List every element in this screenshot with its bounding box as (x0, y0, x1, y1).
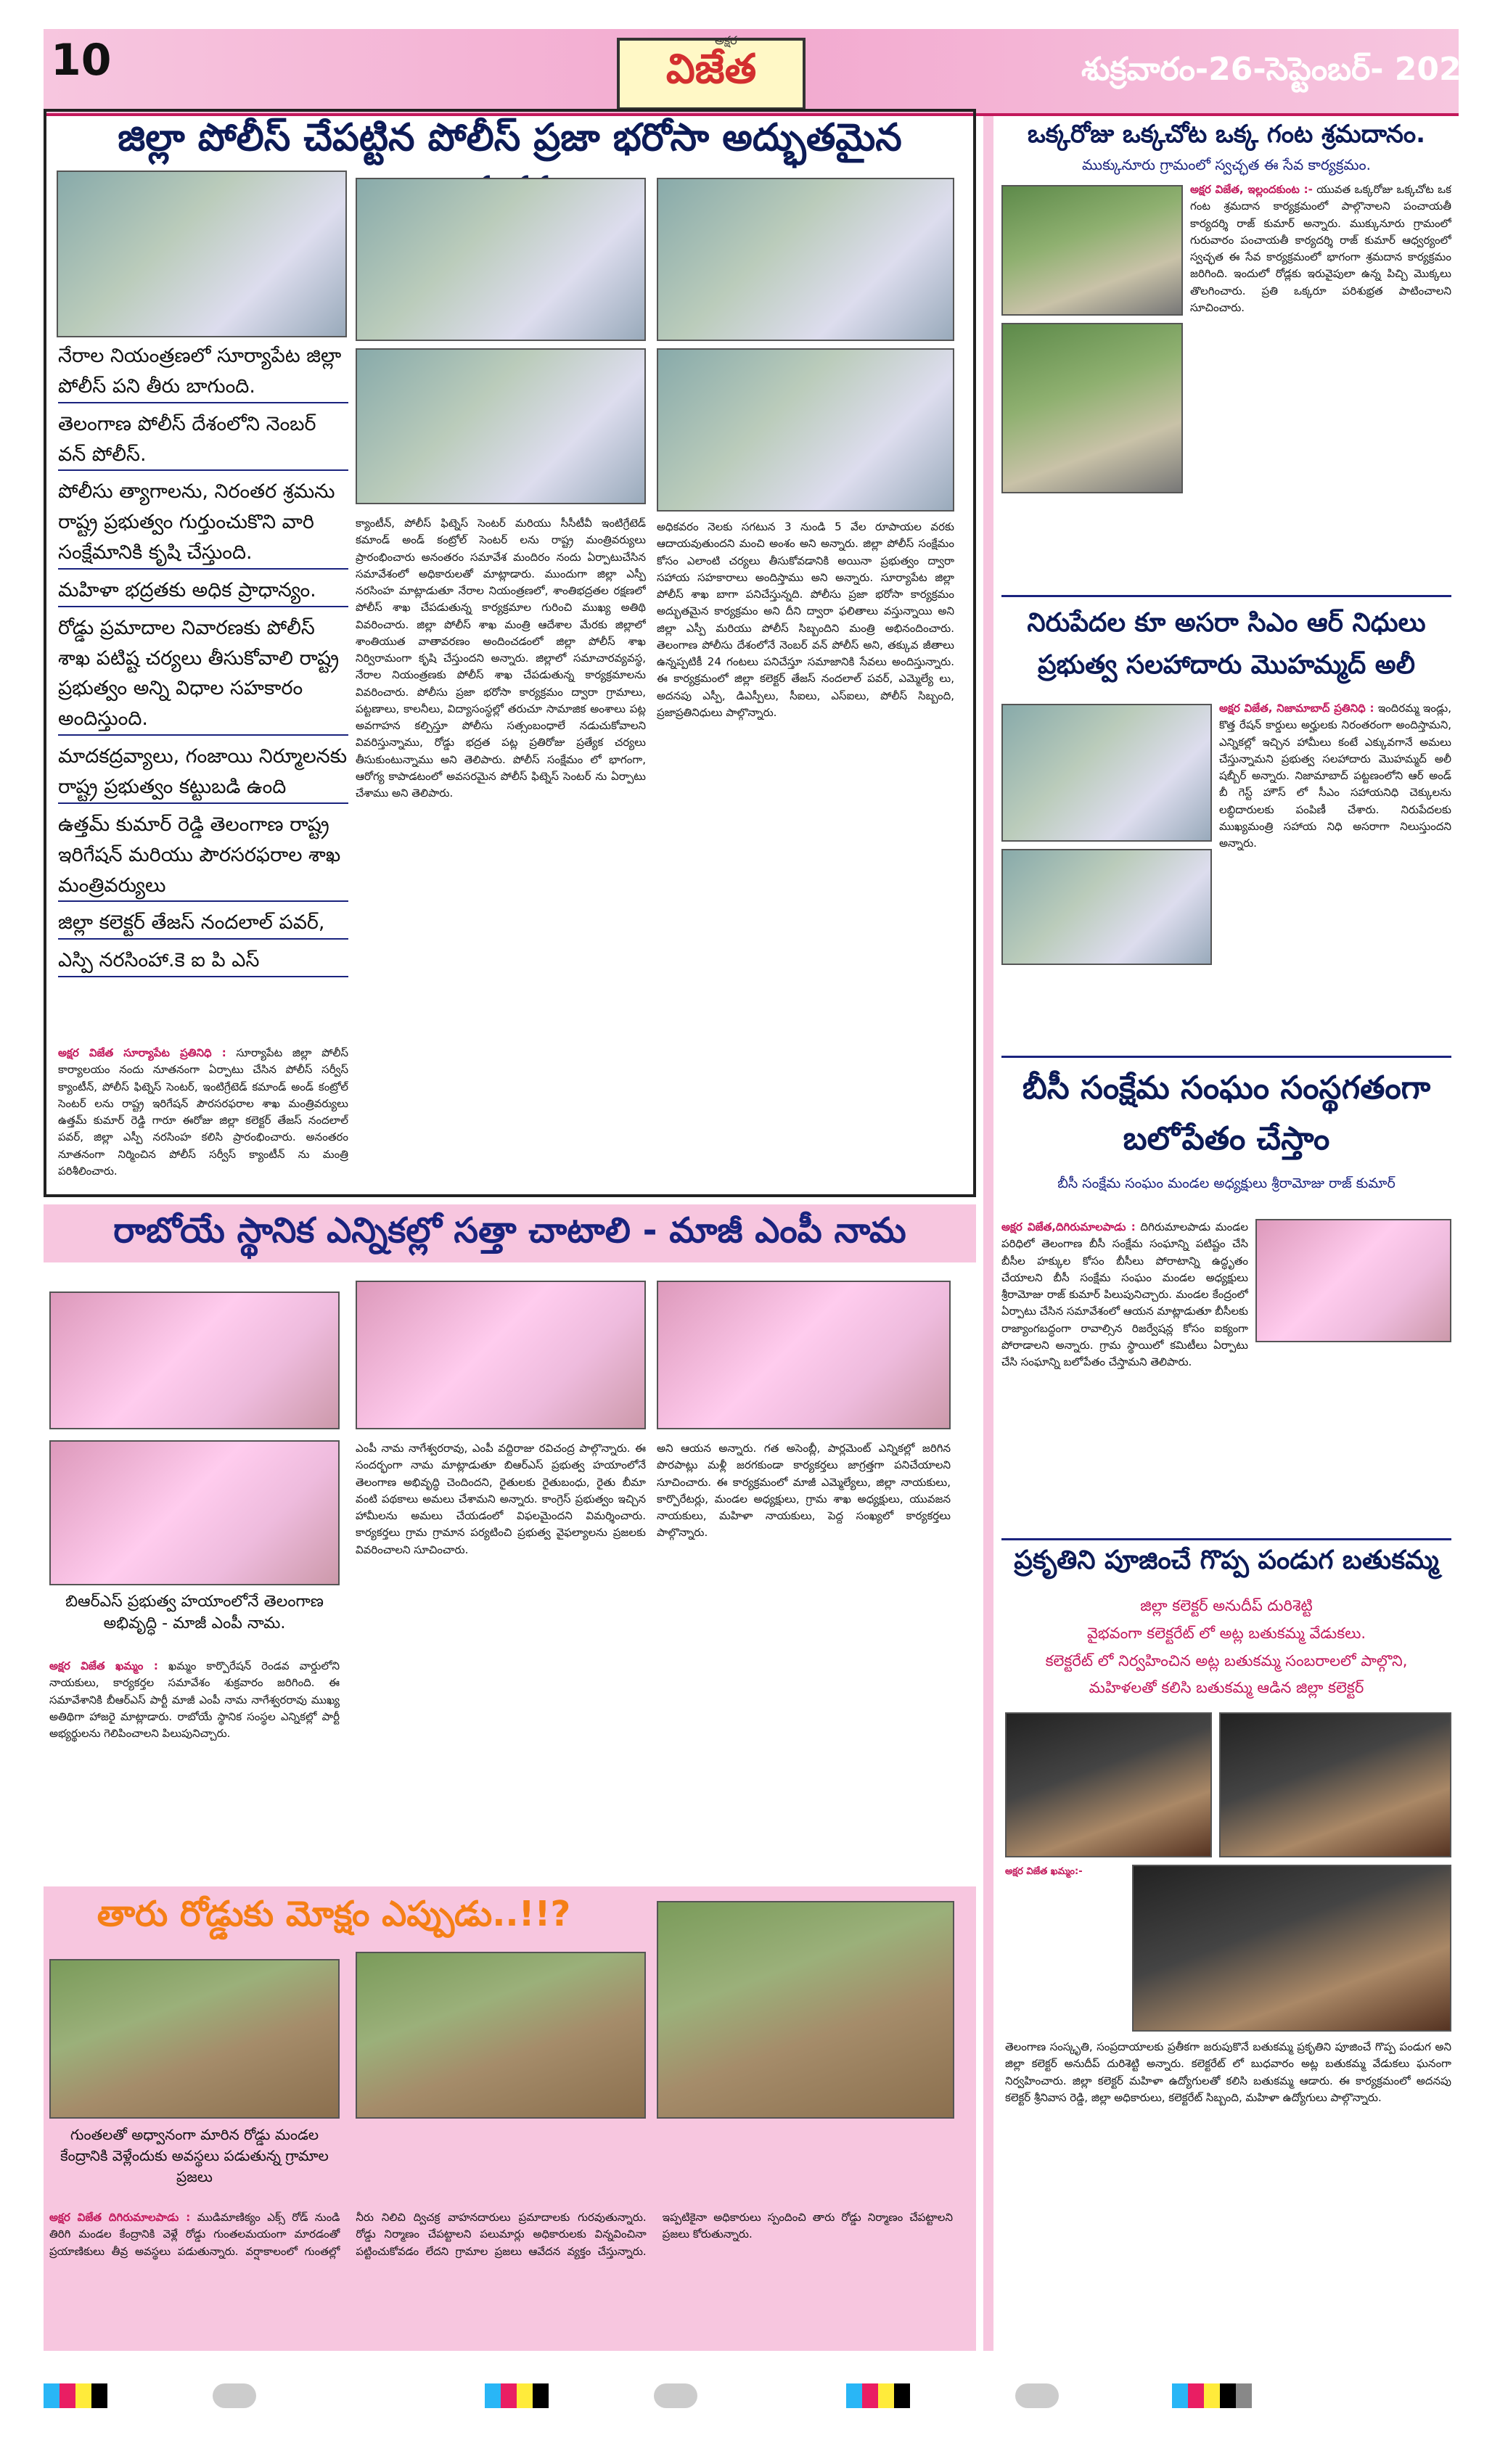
photo-bathukamma-3 (1132, 1865, 1451, 2032)
article-nama-caption: బిఆర్ఎస్ ప్రభుత్వ హయాంలోనే తెలంగాణ అభివృద్ధి - మాజీ ఎంపీ నామ. (65, 1593, 324, 1633)
right2-headline-wrap (998, 602, 1455, 697)
article-road-dateline: అక్షర విజేత దిగిరుమాలపాడు : (49, 2211, 191, 2224)
newspaper-logo (617, 38, 806, 110)
right1-dateline: అక్షర విజేత, ఇల్లందకుంట :- (1190, 183, 1313, 196)
point-item: ఉత్తమ్ కుమార్ రెడ్డి తెలంగాణ రాష్ట్ర ఇరిగేషన్ మరియు పౌరసరఫరాల శాఖ మంత్రివర్యులు (58, 810, 348, 903)
photo-meeting-hall (356, 348, 646, 504)
article-police-body-right: అధికవరం నెలకు సగటున 3 నుండి 5 వేల రూపాయల వరకు ఆదాయవుతుందని మంచి అంశం అని అన్నారు. జిల్లా పోలీస్ సంక్షేమం కోసం ఎలాంటి చర్యలు తీసుకోవడానికి అయినా ప్రభుత్వం ద్వారా సహాయ సహకారాలు అందిస్తాము అని అన్నారు. సూర్యాపేట జిల్లా పోలీస్ శాఖ బాగా పనిచేస్తున్నది. పోలీసు ప్రజా భరోసా కార్యక్రమం అద్భుతమైన కార్యక్రమం అని దీని ద్వారా ఫలితాలు వస్తున్నాయి అని జిల్లా ఎస్పీ మరియు పోలీస్ సిబ్బందిని మంత్రి అభినందించారు. తెలంగాణ పోలీసు దేశంలోనే నెంబర్ వన్ పోలీస్ అని, తక్కువ జీతాలు ఉన్నప్పటికీ 24 గంటలు పనిచేస్తూ సమాజానికి సేవలు అందిస్తున్నారు. ఈ కార్యక్రమంలో జిల్లా కలెక్టర్ తేజస్ నందలాల్ పవర్, ఎమ్మెల్యే లు, అదనపు ఎస్పీ, డిఎస్పీలు, సీఐలు, ఎస్ఐలు, పోలీస్ సిబ్బంది, ప్రజాప్రతినిధులు పాల్గొన్నారు. (657, 520, 954, 719)
issue-date: శుక్రవారం-26-సెప్టెంబర్- 2025 (1081, 51, 1484, 88)
article-police-body-left (58, 1045, 348, 1190)
photo-bathukamma-1 (1005, 1712, 1212, 1857)
logo-tag: అక్షర (715, 33, 737, 47)
article-nama-text-left: ఖమ్మం కార్పొరేషన్ రెండవ వార్డులోని నాయకులు, కార్యకర్తల సమావేశం శుక్రవారం జరిగింది. ఈ సమావేశానికి బీఆర్ఎస్ పార్టీ మాజీ ఎంపీ నామ నాగేశ్వరరావు ముఖ్య అతిథిగా హాజరై మాట్లాడారు. రాబోయే స్థానిక సంస్థల ఎన్నికల్లో పార్టీ అభ్యర్థులను గెలిపించాలని పిలుపునిచ్చారు. (49, 1659, 340, 1740)
right4-subs (998, 1593, 1455, 1709)
photo-canteen-2 (657, 178, 954, 341)
right-divider-1 (1001, 595, 1451, 597)
right4-sub-item: కలెక్టరేట్ లో నిర్వహించిన అట్ల బతుకమ్మ సంబరాలలో పాల్గొని, (1045, 1651, 1408, 1670)
photo-minister-visit (657, 348, 954, 512)
right4-dateline: అక్షర విజేత ఖమ్మం:- (1005, 1866, 1083, 1877)
right4-headline: ప్రకృతిని పూజించే గొప్ప పండుగ బతుకమ్మ (1014, 1545, 1439, 1575)
photo-cmrf-2 (1001, 849, 1212, 965)
article-nama-headline: రాబోయే స్థానిక ఎన్నికల్లో సత్తా చాటాలి - మాజీ ఎంపీ నామ (113, 1210, 906, 1251)
article-nama-body-right: అని ఆయన అన్నారు. గత అసెంబ్లీ, పార్లమెంట్ ఎన్నికల్లో జరిగిన పొరపాట్లు మళ్లీ జరగకుండా కార్యకర్తలు జాగ్రత్తగా పనిచేయాలని సూచించారు. ఈ కార్యక్రమంలో మాజీ ఎమ్మెల్యేలు, జిల్లా నాయకులు, కార్పొరేటర్లు, మండల అధ్యక్షులు, గ్రామ శాఖ అధ్యక్షులు, యువజన నాయకులు, మహిళా నాయకులు, పెద్ద సంఖ్యలో కార్యకర్తలు పాల్గొన్నారు. (657, 1442, 951, 1540)
article-police-body-mid: క్యాంటీన్, పోలీస్ ఫిట్నెస్ సెంటర్ మరియు సీసీటీవీ ఇంటిగ్రేటెడ్ కమాండ్ అండ్ కంట్రోల్ సెంటర్ లను రాష్ట్ర మంత్రివర్యులు ప్రారంభించారు అనంతరం సమావేశ మందిరం నందు ఏర్పాటుచేసిన సమావేశంలో అధికారులతో మాట్లాడారు. ముందుగా జిల్లా ఎస్పీ నరసింహ మాట్లాడుతూ నేరాల నియంత్రణలో, శాంతిభద్రతల రక్షణలో పోలీస్ శాఖ చేపడుతున్న కార్యక్రమాల గురించి ముఖ్య అతిథి వివరించారు. జిల్లా పోలీస్ శాఖ మంత్రి ఆదేశాల మేరకు జిల్లాలో శాంతియుత వాతావరణం అందించడంలో జిల్లా పోలీస్ శాఖ నిర్విరామంగా కృషి చేస్తుందని అన్నారు. జిల్లాలో సమాచారవ్యవస్థ, నేరాల నియంత్రణకు పోలీస్ శాఖ చేపడుతున్న కార్యక్రమాలను వివరించారు. పోలీసు ప్రజా భరోసా కార్యక్రమం ద్వారా గ్రామాలు, పట్టణాలు, కాలనీలు, విద్యాసంస్థల్లో తరుచూ సామాజిక అంశాలు పట్ల అవగాహన కల్పిస్తూ పోలీసు సత్సంబంధాలే నడుచుకోవాలని వివరిస్తున్నాము, రోడ్డు భద్రత పట్ల ప్రతిరోజు ప్రత్యేక చర్యలు తీసుకుంటున్నాము అని తెలిపారు. పోలీస్ సంక్షేమం లో భాగంగా, ఆరోగ్య కాపాడటంలో అవసరమైన పోలీస్ ఫిట్నెస్ సెంటర్ ను ఏర్పాటు చేశాము అని తెలిపారు. (356, 517, 646, 800)
photo-cleanup-2 (1001, 323, 1183, 493)
photo-bc-meeting (1255, 1219, 1451, 1342)
print-registration-marks (44, 2383, 1459, 2412)
right1-sub: ముక్కునూరు గ్రామంలో స్వచ్ఛత ఈ సేవ కార్యక్రమం. (1081, 156, 1372, 173)
point-item: నేరాల నియంత్రణలో సూర్యాపేట జిల్లా పోలీస్ పని తీరు బాగుంది. (58, 341, 348, 403)
article-police-headline: జిల్లా పోలీస్ చేపట్టిన పోలీస్ ప్రజా భరోసా అద్భుతమైన (118, 116, 902, 160)
photo-cleanup-1 (1001, 185, 1183, 316)
photo-road-potholes-2 (356, 1952, 646, 2119)
point-item: రోడ్డు ప్రమాదాల నివారణకు పోలీస్ శాఖ పటిష్ట చర్యలు తీసుకోవాలి రాష్ట్ర ప్రభుత్వం అన్ని విధాల సహకారం అందిస్తుంది. (58, 613, 348, 736)
right4-dateline-wrap (1005, 1865, 1125, 2032)
photo-nama-audience-1 (49, 1291, 340, 1429)
article-road-headline-wrap (44, 1894, 624, 1944)
article-road-body (49, 2209, 953, 2347)
photo-police-parade (57, 171, 347, 337)
article-police-points (58, 341, 348, 1038)
point-item: మహిళా భద్రతకు అధిక ప్రాధాన్యం. (58, 575, 348, 607)
right3-body (1001, 1219, 1248, 1531)
point-item: తెలంగాణ పోలీస్ దేశంలోని నెంబర్ వన్ పోలీస్. (58, 409, 348, 472)
logo-text: విజేత (665, 45, 757, 93)
point-item: పోలీసు త్యాగాలను, నిరంతర శ్రమను రాష్ట్ర ప్రభుత్వం గుర్తుంచుకొని వారి సంక్షేమానికి కృషి చేస్తుంది. (58, 477, 348, 570)
right4-sub-item: జిల్లా కలెక్టర్ అనుదీప్ దురిశెట్టి (1140, 1597, 1313, 1614)
article-police-text-left: సూర్యాపేట జిల్లా పోలీస్ కార్యాలయం నందు నూతనంగా ఏర్పాటు చేసిన పోలీస్ సర్వీస్ క్యాంటీన్, పోలీస్ ఫిట్నెస్ సెంటర్, ఇంటిగ్రేటెడ్ కమాండ్ అండ్ కంట్రోల్ సెంటర్ లను రాష్ట్ర ఇరిగేషన్ పౌరసరఫరాల శాఖ మంత్రివర్యులు ఉత్తమ్ కుమార్ రెడ్డి గారూ ఈరోజు జిల్లా కలెక్టర్ తేజస్ నందలాల్ పవర్, జిల్లా ఎస్పీ నరసింహ కలిసి ప్రారంభించారు. అనంతరం నూతనంగా నిర్మించిన పోలీస్ సర్వీస్ క్యాంటీన్ ను మంత్రి పరిశీలించారు. (58, 1046, 348, 1178)
article-road-text: ముడిమాణిక్యం ఎక్స్ రోడ్ నుండి తిరిగి మండల కేంద్రానికి వెళ్లే రోడ్డు గుంతలమయంగా మారడంతో ప్రయాణికులు తీవ్ర అవస్థలు పడుతున్నారు. వర్షాకాలంలో గుంతల్లో నీరు నిలిచి ద్విచక్ర వాహనదారులు ప్రమాదాలకు గురవుతున్నారు. రోడ్డు నిర్మాణం చేపట్టాలని పలుమార్లు అధికారులకు విన్నవించినా పట్టించుకోవడం లేదని గ్రామాల ప్రజలు ఆవేదన వ్యక్తం చేస్తున్నారు. ఇప్పటికైనా అధికారులు స్పందించి తారు రోడ్డు నిర్మాణం చేపట్టాలని ప్రజలు కోరుతున్నారు. (49, 2211, 953, 2258)
right3-sub: బీసీ సంక్షేమ సంఘం మండల అధ్యక్షులు శ్రీరామోజు రాజ్ కుమార్ (1057, 1175, 1396, 1191)
right1-body (1190, 181, 1451, 588)
right3-headline: బీసీ సంక్షేమ సంఘం సంస్థగతంగా బలోపేతం చేస్తాం (1022, 1069, 1431, 1158)
article-nama-body-mid: ఎంపీ నామ నాగేశ్వరరావు, ఎంపీ వద్దిరాజు రవిచంద్ర పాల్గొన్నారు. ఈ సందర్భంగా నామ మాట్లాడుతూ బిఆర్ఎస్ ప్రభుత్వ హయాంలోనే తెలంగాణ అభివృద్ధి చెందిందని, రైతులకు రైతుబంధు, రైతు బీమా వంటి పథకాలు అమలు చేశామని అన్నారు. కాంగ్రెస్ ప్రభుత్వం ఇచ్చిన హామీలను అమలు చేయడంలో విఫలమైందని విమర్శించారు. కార్యకర్తలు గ్రామ గ్రామాన పర్యటించి ప్రభుత్వ వైఫల్యాలను ప్రజలకు వివరించాలని సూచించారు. (356, 1442, 646, 1556)
article-nama-body-left (49, 1658, 340, 1876)
right2-dateline: అక్షర విజేత, నిజామాబాద్ ప్రతినిధి : (1219, 702, 1374, 715)
right-divider-2 (1001, 1056, 1451, 1058)
article-nama-dateline: అక్షర విజేత ఖమ్మం : (49, 1659, 158, 1672)
right4-headline-wrap (998, 1545, 1455, 1589)
photo-nama-audience-2 (657, 1281, 951, 1429)
right3-headline-wrap (998, 1063, 1455, 1172)
photo-road-potholes-3 (657, 1901, 954, 2119)
photo-bathukamma-2 (1219, 1712, 1451, 1857)
photo-cmrf-1 (1001, 704, 1212, 842)
right3-dateline: అక్షర విజేత,దిగిరుమాలపాడు : (1001, 1220, 1136, 1233)
photo-canteen-1 (356, 178, 646, 341)
right-divider-3 (1001, 1538, 1451, 1540)
right1-text: యువత ఒక్కరోజు ఒక్కచోట ఒక గంట శ్రమదాన కార్యక్రమంలో పాల్గొనాలని పంచాయతీ కార్యదర్శి రాజ్ కుమార్ అన్నారు. ముక్కునూరు గ్రామంలో గురువారం పంచాయతీ కార్యదర్శి రాజ్ కుమార్ ఆధ్వర్యంలో స్వచ్ఛత ఈ సేవ కార్యక్రమంలో భాగంగా శ్రమదాన కార్యక్రమం జరిగింది. ఇందులో రోడ్లకు ఇరువైపులా ఉన్న పిచ్చి మొక్కలు తొలగించారు. ప్రతి ఒక్కరూ పరిశుభ్రత పాటించాలని సూచించారు. (1190, 183, 1451, 314)
right1-headline: ఒక్కరోజు ఒక్కచోట ఒక్క గంట శ్రమదానం. (1027, 120, 1426, 149)
right4-sub-item: వైభవంగా కలెక్టరేట్ లో అట్ల బతుకమ్మ వేడుకలు. (1086, 1624, 1366, 1642)
photo-road-potholes-1 (49, 1959, 340, 2119)
right2-headline: నిరుపేదల కూ అసరా సిఎం ఆర్ నిధులు ప్రభుత్వ సలహాదారు మొహమ్మద్ అలీ (1027, 608, 1426, 680)
right4-body: తెలంగాణ సంస్కృతి, సంప్రదాయాలకు ప్రతీకగా జరుపుకొనే బతుకమ్మ ప్రకృతిని పూజించే గొప్ప పండుగ అని జిల్లా కలెక్టర్ అనుదీప్ దురిశెట్టి అన్నారు. కలెక్టరేట్ లో బుధవారం అట్ల బతుకమ్మ వేడుకలు ఘనంగా నిర్వహించారు. జిల్లా కలెక్టర్ మహిళా ఉద్యోగులతో కలిసి బతుకమ్మ ఆడారు. ఈ కార్యక్రమంలో అదనపు కలెక్టర్ శ్రీనివాస రెడ్డి, జిల్లా అధికారులు, కలెక్టరేట్ సిబ్బంది, మహిళా ఉద్యోగులు పాల్గొన్నారు. (1005, 2040, 1451, 2104)
article-police-headline-wrap (54, 116, 965, 174)
point-item: జిల్లా కలెక్టర్ తేజస్ నందలాల్ పవర్, (58, 908, 348, 940)
right4-sub-item: మహిళలతో కలిసి బతుకమ్మ ఆడిన జిల్లా కలెక్టర్ (1089, 1679, 1364, 1697)
article-road-caption: గుంతలతో అధ్వానంగా మారిన రోడ్డు మండల కేంద్రానికి వెళ్లేందుకు అవస్థలు పడుతున్న గ్రామాల ప్రజలు (60, 2126, 329, 2185)
right2-text: ఇందిరమ్మ ఇండ్లు, కొత్త రేషన్ కార్డులు అర్హులకు నిరంతరంగా అందిస్తామని, ఎన్నికల్లో ఇచ్చిన హామీలు కంటే ఎక్కువగానే అమలు చేస్తున్నామని ప్రభుత్వ సలహాదారు మొహమ్మద్ అలీ షబ్బీర్ అన్నారు. నిజామాబాద్ పట్టణంలోని ఆర్ అండ్ బీ గెస్ట్ హౌస్ లో సీఎం సహాయనిధి చెక్కులను లబ్ధిదారులకు పంపిణీ చేశారు. నిరుపేదలకు ముఖ్యమంత్రి సహాయ నిధి అసరాగా నిలుస్తుందని అన్నారు. (1219, 702, 1451, 850)
point-item: మాదకద్రవ్యాలు, గంజాయి నిర్మూలనకు రాష్ట్ర ప్రభుత్వం కట్టుబడి ఉంది (58, 742, 348, 804)
article-road-headline: తారు రోడ్డుకు మోక్షం ఎప్పుడు..!!? (97, 1894, 571, 1934)
right3-text: దిగిరుమాలపాడు మండల పరిధిలో తెలంగాణ బీసీ సంక్షేమ సంఘాన్ని పటిష్టం చేసి బీసీల హక్కుల కోసం బీసీలు పోరాటాన్ని ఉద్ధృతం చేయాలని బీసీ సంక్షేమ సంఘం మండల అధ్యక్షులు శ్రీరామోజు రాజ్ కుమార్ పిలుపునిచ్చారు. మండల కేంద్రంలో ఏర్పాటు చేసిన సమావేశంలో ఆయన మాట్లాడుతూ బీసీలకు రాజ్యాంగబద్ధంగా రావాల్సిన రిజర్వేషన్ల కోసం ఐక్యంగా పోరాడాలని అన్నారు. గ్రామ స్థాయిలో కమిటీలు ఏర్పాటు చేసి సంఘాన్ని బలోపేతం చేస్తామని తెలిపారు. (1001, 1220, 1248, 1368)
photo-nama-hall (49, 1440, 340, 1585)
article-nama-headline-wrap (44, 1210, 976, 1261)
photo-nama-stage (356, 1281, 646, 1429)
point-item: ఎస్పి నరసింహా.కె ఐ పి ఎస్ (58, 945, 348, 977)
article-police-dateline: అక్షర విజేత సూర్యాపేట ప్రతినిధి : (58, 1046, 226, 1059)
right2-body (1219, 700, 1451, 1048)
page-number: 10 (51, 35, 112, 86)
